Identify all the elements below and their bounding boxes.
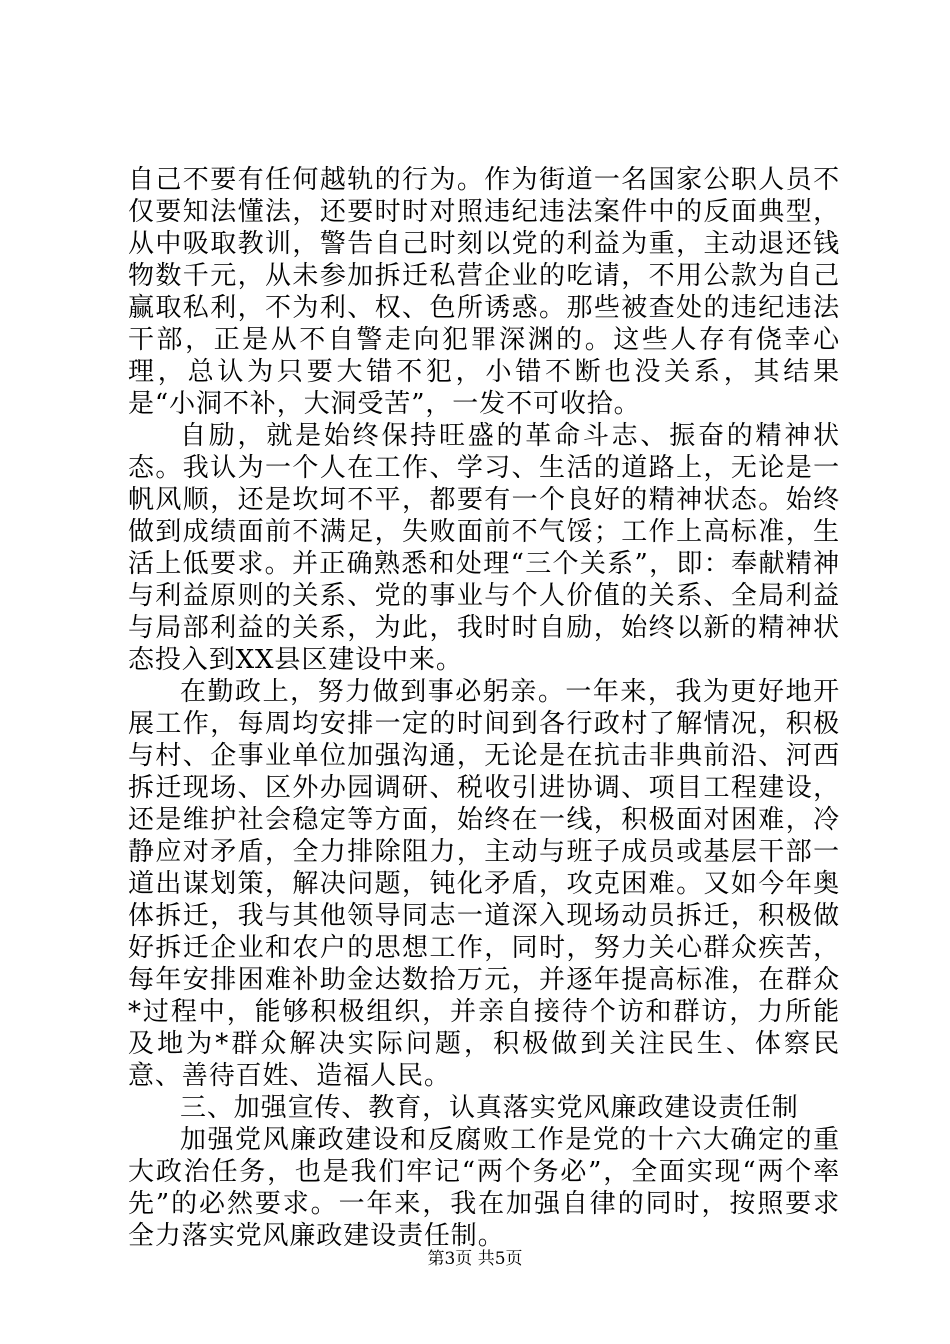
paragraph-self-encouragement: 自励，就是始终保持旺盛的革命斗志、振奋的精神状态。我认为一个人在工作、学习、生活的道路上，无论是一帆风顺，还是坎坷不平，都要有一个良好的精神状态。始终做到成绩面前不满足，失败面前不气馁；工作上高标准，生活上低要求。并正确熟悉和处理“三个关系”，即：奉献精神与利益原则的关系、党的事业与个人价值的关系、全局利益与局部利益的关系，为此，我时时自励，始终以新的精神状态投入到XX县区建设中来。 bbox=[128, 421, 840, 675]
section-heading: 三、加强宣传、教育，认真落实党风廉政建设责任制 bbox=[180, 1093, 799, 1123]
paragraph-continuation: 自己不要有任何越轨的行为。作为街道一名国家公职人员不仅要知法懂法，还要时时对照违纪违法案件中的反面典型，从中吸取教训，警告自己时刻以党的利益为重，主动退还钱物数千元，从未参加拆迁私营企业的吃请，不用公款为自己赢取私利，不为利、权、色所诱惑。那些被查处的违纪违法干部，正是从不自警走向犯罪深渊的。这些人存有侥幸心理，总认为只要大错不犯，小错不断也没关系，其结果是“小洞不补，大洞受苦”，一发不可收拾。 bbox=[128, 165, 840, 419]
body-text bbox=[128, 164, 840, 1252]
paragraph-diligence: 在勤政上，努力做到事必躬亲。一年来，我为更好地开展工作，每周均安排一定的时间到各行政村了解情况，积极与村、企事业单位加强沟通，无论是在抗击非典前沿、河西拆迁现场、区外办园调研、税收引进协调、项目工程建设，还是维护社会稳定等方面，始终在一线，积极面对困难，冷静应对矛盾，全力排除阻力，主动与班子成员或基层干部一道出谋划策，解决问题，钝化矛盾，攻克困难。又如今年奥体拆迁，我与其他领导同志一道深入现场动员拆迁，积极做好拆迁企业和农户的思想工作，同时，努力关心群众疾苦，每年安排困难补助金达数拾万元，并逐年提高标准，在群众*过程中，能够积极组织，并亲自接待个访和群访，力所能及地为*群众解决实际问题，积极做到关注民生、体察民意、善待百姓、造福人民。 bbox=[128, 677, 840, 1091]
page-number-footer: 第3页 共5页 bbox=[427, 1249, 523, 1269]
paragraph-responsibility: 加强党风廉政建设和反腐败工作是党的十六大确定的重大政治任务，也是我们牢记“两个务必”，全面实现“两个率先”的必然要求。一年来，我在加强自律的同时，按照要求全力落实党风廉政建设责任制。 bbox=[128, 1125, 840, 1251]
